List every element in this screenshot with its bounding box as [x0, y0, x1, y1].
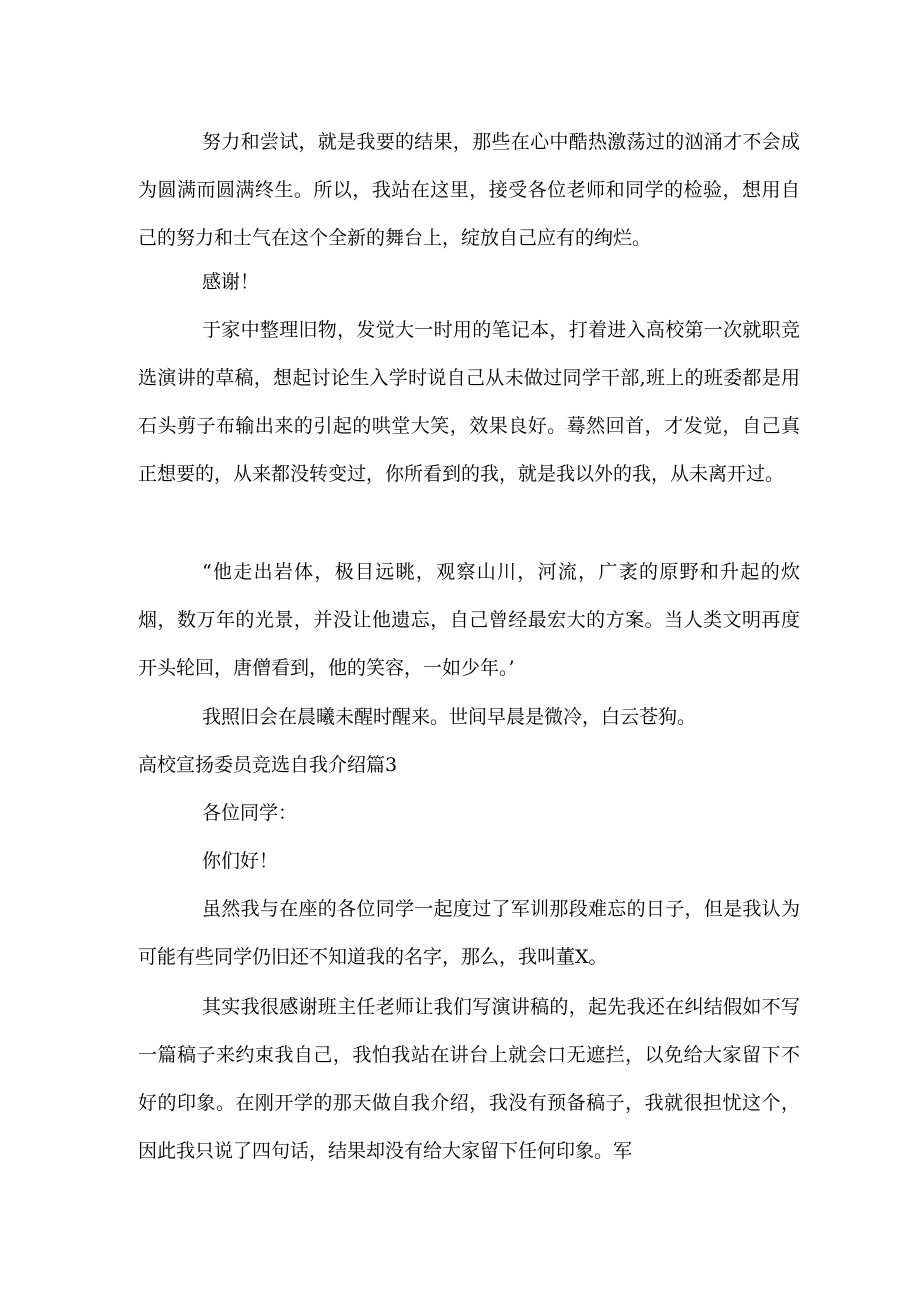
- section-heading: 高校宣扬委员竞选自我介绍篇3: [138, 754, 398, 776]
- salutation: 各位同学：: [202, 802, 298, 824]
- paragraph-quote: “他走出岩体，极目远眺，观察山川，河流，广袤的原野和升起的炊烟，数万年的光景，并没让他遗忘，自己曾经最宏大的方案。当人类文明再度开头轮回，唐僧看到，他的笑容，一如少年。’: [138, 561, 800, 679]
- paragraph-thanks: 感谢！: [202, 271, 260, 293]
- paragraph-effort: 努力和尝试，就是我要的结果，那些在心中酷热激荡过的汹涌才不会成为圆满而圆满终生。所以，我站在这里，接受各位老师和同学的检验，想用自己的努力和士气在这个全新的舞台上，绽放自己应有的绚烂。: [138, 131, 800, 249]
- paragraph-dawn: 我照旧会在晨曦未醒时醒来。世间早晨是微冷，白云苍狗。: [202, 706, 697, 728]
- paragraph-military-training: 虽然我与在座的各位同学一起度过了军训那段难忘的日子，但是我认为可能有些同学仍旧还不知道我的名字，那么，我叫董X。: [138, 898, 800, 968]
- greeting: 你们好！: [202, 850, 279, 872]
- paragraph-speech-draft: 其实我很感谢班主任老师让我们写演讲稿的，起先我还在纠结假如不写一篇稿子来约束我自己，我怕我站在讲台上就会口无遮拦，以免给大家留下不好的印象。在刚开学的那天做自我介绍，我没有预备稿子，我就很担忧这个，因此我只说了四句话，结果却没有给大家留下任何印象。军: [138, 996, 800, 1162]
- paragraph-notebook: 于家中整理旧物，发觉大一时用的笔记本，打着进入高校第一次就职竞选演讲的草稿，想起讨论生入学时说自己从未做过同学干部,班上的班委都是用石头剪子布输出来的引起的哄堂大笑，效果良好。蓦然回首，才发觉，自己真正想要的，从来都没转变过，你所看到的我，就是我以外的我，从未离开过。: [138, 319, 800, 485]
